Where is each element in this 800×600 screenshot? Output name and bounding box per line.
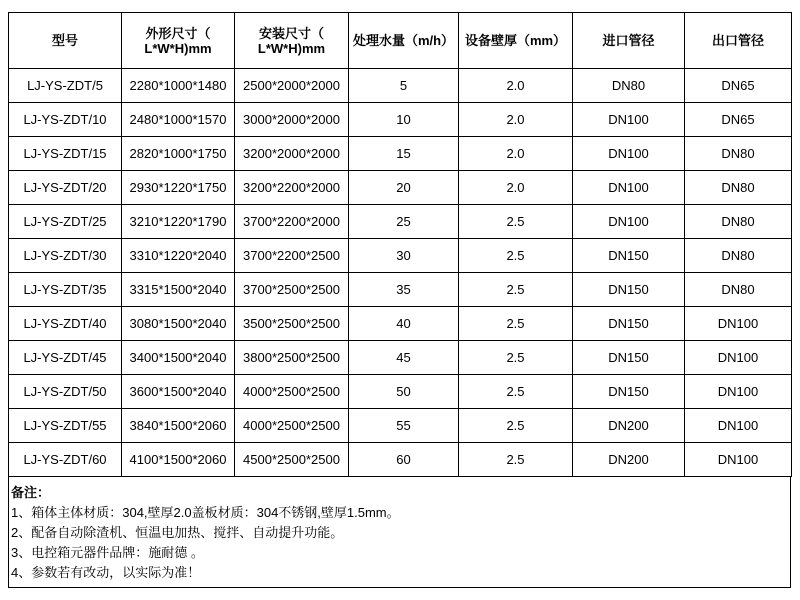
- cell-wall-thickness: 2.0: [459, 137, 573, 171]
- cell-outlet: DN80: [685, 171, 792, 205]
- cell-model: LJ-YS-ZDT/10: [9, 103, 122, 137]
- cell-flow: 25: [349, 205, 459, 239]
- note-line-1: 1、箱体主体材质：304,壁厚2.0盖板材质：304不锈钢,壁厚1.5mm。: [11, 505, 400, 520]
- table-row: [9, 341, 792, 375]
- cell-model: LJ-YS-ZDT/25: [9, 205, 122, 239]
- note-line-4: 4、参数若有改动，以实际为准！: [11, 565, 201, 580]
- header-install-size: [235, 13, 349, 69]
- cell-inlet: DN150: [573, 273, 685, 307]
- cell-inlet: DN200: [573, 409, 685, 443]
- cell-wall-thickness: 2.5: [459, 409, 573, 443]
- cell-flow: 55: [349, 409, 459, 443]
- table-row: [9, 409, 792, 443]
- table-row: [9, 69, 792, 103]
- header-text-line: 安装尺寸（: [258, 25, 324, 41]
- cell-model: LJ-YS-ZDT/45: [9, 341, 122, 375]
- header-flow: [349, 13, 459, 69]
- note-line-2: 2、配备自动除渣机、恒温电加热、搅拌、自动提升功能。: [11, 525, 344, 540]
- cell-model: LJ-YS-ZDT/50: [9, 375, 122, 409]
- cell-outer-size: 3315*1500*2040: [122, 273, 235, 307]
- notes-section: [8, 477, 791, 588]
- cell-outer-size: 4100*1500*2060: [122, 443, 235, 477]
- cell-flow: 30: [349, 239, 459, 273]
- spec-sheet: [8, 12, 791, 588]
- cell-model: LJ-YS-ZDT/55: [9, 409, 122, 443]
- cell-outer-size: 2930*1220*1750: [122, 171, 235, 205]
- table-row: [9, 205, 792, 239]
- cell-install-size: 3000*2000*2000: [235, 103, 349, 137]
- cell-model: LJ-YS-ZDT/15: [9, 137, 122, 171]
- table-header: [9, 13, 792, 69]
- cell-outer-size: 3310*1220*2040: [122, 239, 235, 273]
- cell-install-size: 2500*2000*2000: [235, 69, 349, 103]
- cell-outlet: DN100: [685, 307, 792, 341]
- header-wall-thickness: [459, 13, 573, 69]
- cell-model: LJ-YS-ZDT/20: [9, 171, 122, 205]
- table-row: [9, 375, 792, 409]
- cell-install-size: 3700*2200*2500: [235, 239, 349, 273]
- table-row: [9, 443, 792, 477]
- cell-outlet: DN80: [685, 239, 792, 273]
- cell-inlet: DN100: [573, 103, 685, 137]
- cell-install-size: 3800*2500*2500: [235, 341, 349, 375]
- cell-flow: 5: [349, 69, 459, 103]
- cell-outer-size: 3840*1500*2060: [122, 409, 235, 443]
- cell-flow: 50: [349, 375, 459, 409]
- header-row: [9, 13, 792, 69]
- header-inlet: [573, 13, 685, 69]
- table-row: [9, 137, 792, 171]
- table-row: [9, 103, 792, 137]
- cell-install-size: 3500*2500*2500: [235, 307, 349, 341]
- cell-inlet: DN150: [573, 375, 685, 409]
- header-outlet: [685, 13, 792, 69]
- header-text-line: L*W*H)mm: [144, 40, 212, 56]
- cell-flow: 20: [349, 171, 459, 205]
- cell-outlet: DN100: [685, 443, 792, 477]
- cell-model: LJ-YS-ZDT/60: [9, 443, 122, 477]
- cell-model: LJ-YS-ZDT/35: [9, 273, 122, 307]
- header-outer-size: [122, 13, 235, 69]
- cell-install-size: 4500*2500*2500: [235, 443, 349, 477]
- cell-wall-thickness: 2.5: [459, 273, 573, 307]
- cell-outer-size: 2480*1000*1570: [122, 103, 235, 137]
- cell-outer-size: 2280*1000*1480: [122, 69, 235, 103]
- header-text-line: 进口管径: [602, 33, 655, 48]
- cell-install-size: 3200*2200*2000: [235, 171, 349, 205]
- spec-table: [8, 12, 792, 477]
- cell-inlet: DN200: [573, 443, 685, 477]
- cell-inlet: DN80: [573, 69, 685, 103]
- cell-flow: 35: [349, 273, 459, 307]
- header-text-line: 出口管径: [711, 33, 764, 48]
- cell-flow: 40: [349, 307, 459, 341]
- cell-wall-thickness: 2.5: [459, 443, 573, 477]
- cell-outlet: DN100: [685, 375, 792, 409]
- cell-install-size: 3200*2000*2000: [235, 137, 349, 171]
- cell-inlet: DN150: [573, 307, 685, 341]
- cell-outlet: DN65: [685, 103, 792, 137]
- header-text-line: 型号: [51, 33, 78, 48]
- cell-wall-thickness: 2.5: [459, 375, 573, 409]
- cell-outlet: DN100: [685, 341, 792, 375]
- table-body: [9, 69, 792, 477]
- cell-flow: 45: [349, 341, 459, 375]
- cell-inlet: DN150: [573, 239, 685, 273]
- cell-wall-thickness: 2.0: [459, 103, 573, 137]
- table-row: [9, 273, 792, 307]
- note-line-3: 3、电控箱元器件品牌：施耐德 。: [11, 545, 204, 560]
- cell-model: LJ-YS-ZDT/5: [9, 69, 122, 103]
- cell-install-size: 4000*2500*2500: [235, 375, 349, 409]
- cell-outlet: DN80: [685, 205, 792, 239]
- cell-wall-thickness: 2.5: [459, 239, 573, 273]
- cell-outer-size: 3600*1500*2040: [122, 375, 235, 409]
- header-text-line: 处理水量（m/h）: [352, 33, 455, 48]
- cell-model: LJ-YS-ZDT/40: [9, 307, 122, 341]
- cell-flow: 10: [349, 103, 459, 137]
- table-row: [9, 171, 792, 205]
- cell-outlet: DN65: [685, 69, 792, 103]
- cell-wall-thickness: 2.5: [459, 307, 573, 341]
- cell-inlet: DN150: [573, 341, 685, 375]
- header-text-line: L*W*H)mm: [257, 40, 326, 56]
- cell-inlet: DN100: [573, 205, 685, 239]
- cell-model: LJ-YS-ZDT/30: [9, 239, 122, 273]
- cell-flow: 15: [349, 137, 459, 171]
- cell-outer-size: 3400*1500*2040: [122, 341, 235, 375]
- cell-inlet: DN100: [573, 171, 685, 205]
- cell-flow: 60: [349, 443, 459, 477]
- cell-wall-thickness: 2.5: [459, 341, 573, 375]
- cell-wall-thickness: 2.0: [459, 171, 573, 205]
- cell-outlet: DN80: [685, 273, 792, 307]
- cell-inlet: DN100: [573, 137, 685, 171]
- header-model: [9, 13, 122, 69]
- header-text-line: 设备壁厚（mm）: [464, 33, 567, 48]
- table-row: [9, 239, 792, 273]
- cell-outer-size: 3210*1220*1790: [122, 205, 235, 239]
- table-row: [9, 307, 792, 341]
- cell-outlet: DN100: [685, 409, 792, 443]
- cell-outer-size: 3080*1500*2040: [122, 307, 235, 341]
- cell-outer-size: 2820*1000*1750: [122, 137, 235, 171]
- cell-wall-thickness: 2.0: [459, 69, 573, 103]
- cell-install-size: 4000*2500*2500: [235, 409, 349, 443]
- notes-title: 备注：: [11, 485, 51, 500]
- cell-wall-thickness: 2.5: [459, 205, 573, 239]
- cell-install-size: 3700*2500*2500: [235, 273, 349, 307]
- header-text-line: 外形尺寸（: [145, 25, 211, 41]
- cell-install-size: 3700*2200*2000: [235, 205, 349, 239]
- cell-outlet: DN80: [685, 137, 792, 171]
